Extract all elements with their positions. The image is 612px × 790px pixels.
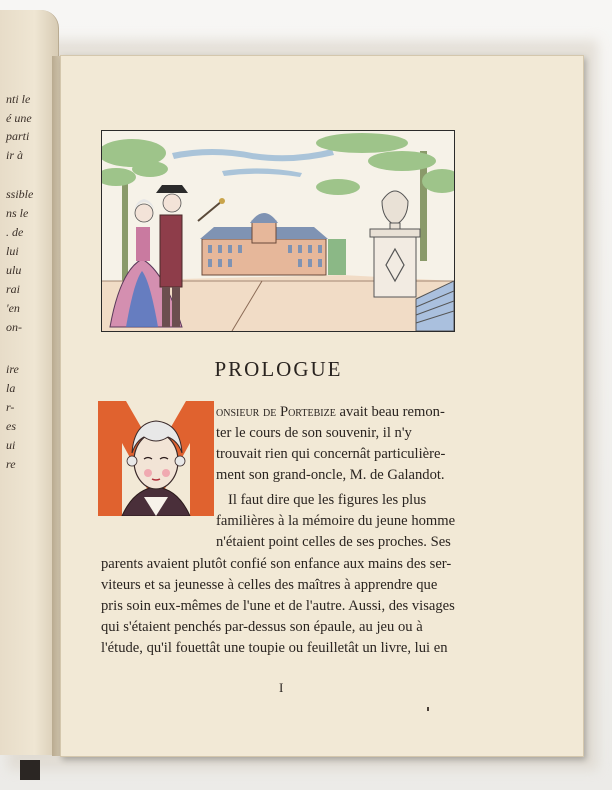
page-number: I: [279, 680, 284, 695]
left-fragment: ir à: [6, 148, 24, 162]
text-line: ment son grand-oncle, M. de Galandot.: [216, 467, 445, 483]
left-fragment: ssible: [6, 187, 34, 201]
chapter-heading: PROLOGUE: [214, 357, 343, 381]
left-fragment: ire: [6, 362, 19, 376]
left-fragment: es: [6, 419, 16, 433]
text-line: ter le cours de son souvenir, il n'y: [216, 425, 412, 441]
left-fragment: r-: [6, 400, 15, 414]
text-span: avait beau remon-: [335, 404, 445, 420]
printer-mark: [427, 707, 429, 711]
text-line: pris soin eux-mêmes de l'une et de l'autre. Aussi, des visages: [101, 598, 455, 614]
text-line: n'étaient point celles de ses proches. Ses: [216, 534, 451, 550]
left-fragment: la: [6, 381, 16, 395]
text-line: parents avaient plutôt confié son enfance aux mains des ser-: [101, 556, 452, 572]
text-line: l'étude, qu'il fouettât une toupie ou feuilletât un livre, lui en: [101, 640, 448, 656]
left-fragment: ns le: [6, 206, 29, 220]
left-fragment: . de: [6, 225, 24, 239]
left-fragment: parti: [6, 129, 30, 143]
garden-scene-illustration: [102, 131, 454, 331]
drop-cap: [98, 401, 214, 516]
left-page-edge: [0, 10, 59, 755]
text-line: viteurs et sa jeunesse à celles des maîtres à apprendre que: [101, 577, 438, 593]
smallcaps-lead: onsieur de Portebize: [216, 404, 336, 420]
left-fragment: 'en: [6, 301, 20, 315]
left-fragment: rai: [6, 282, 21, 296]
left-fragment: é une: [6, 111, 32, 125]
left-fragment: nti le: [6, 92, 31, 106]
right-page: [60, 55, 584, 757]
book-spine-corner: [20, 760, 40, 780]
text-line: qui s'étaient penchés par-dessus son épaule, au jeu ou à: [101, 619, 423, 635]
left-fragment: ui: [6, 438, 16, 452]
left-fragment: on-: [6, 320, 22, 334]
left-fragment: lui: [6, 244, 19, 258]
text-line: trouvait rien qui concernât particulière-: [216, 446, 446, 462]
illustration: [101, 130, 455, 332]
text-line: [216, 404, 445, 421]
drop-cap-letter-portrait: [98, 401, 214, 516]
left-fragment: ulu: [6, 263, 22, 277]
text-line: Il faut dire que les figures les plus: [228, 492, 427, 508]
text-line: familières à la mémoire du jeune homme: [216, 513, 456, 529]
left-fragment: re: [6, 457, 16, 471]
